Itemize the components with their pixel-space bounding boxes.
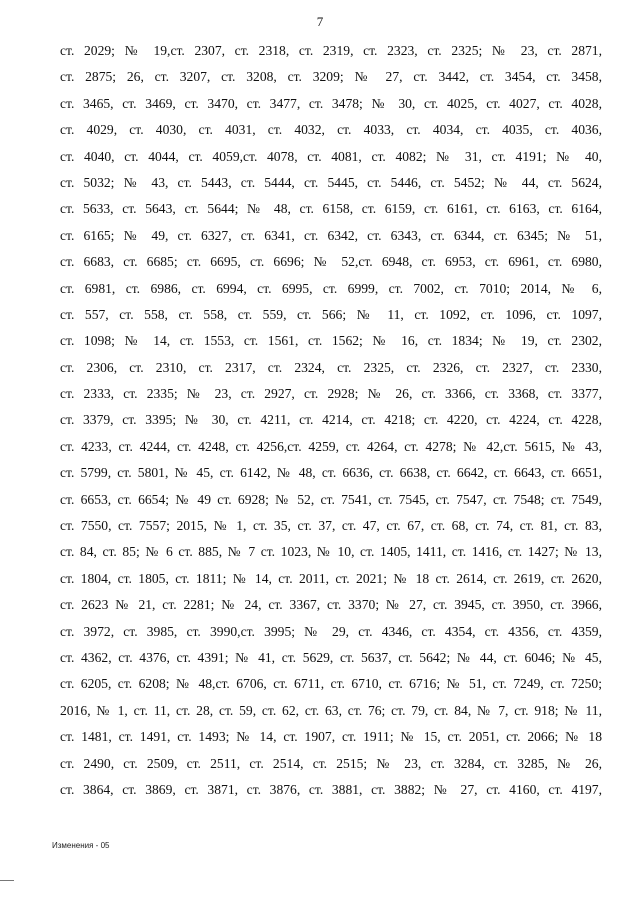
text-line: ст. 84, ст. 85; № 6 ст. 885, № 7 ст. 1023, № 10, ст. 1405, 1411, ст. 1416, ст. 1427; № 13,: [60, 544, 602, 560]
text-line: ст. 4233, ст. 4244, ст. 4248, ст. 4256,ст. 4259, ст. 4264, ст. 4278; № 42,ст. 5615, № 43,: [60, 438, 602, 454]
text-line: ст. 5633, ст. 5643, ст. 5644; № 48, ст. 6158, ст. 6159, ст. 6161, ст. 6163, ст. 6164,: [60, 201, 602, 217]
text-line: ст. 4029, ст. 4030, ст. 4031, ст. 4032, ст. 4033, ст. 4034, ст. 4035, ст. 4036,: [60, 122, 602, 138]
page-number: 7: [316, 14, 324, 29]
text-line: ст. 1804, ст. 1805, ст. 1811; № 14, ст. 2011, ст. 2021; № 18 ст. 2614, ст. 2619, ст. 2620,: [60, 570, 602, 586]
text-line: ст. 2333, ст. 2335; № 23, ст. 2927, ст. 2928; № 26, ст. 3366, ст. 3368, ст. 3377,: [60, 386, 602, 402]
text-line: ст. 1481, ст. 1491, ст. 1493; № 14, ст. 1907, ст. 1911; № 15, ст. 2051, ст. 2066; № 18: [60, 729, 602, 745]
text-line: ст. 2306, ст. 2310, ст. 2317, ст. 2324, ст. 2325, ст. 2326, ст. 2327, ст. 2330,: [60, 359, 602, 375]
text-line: ст. 2490, ст. 2509, ст. 2511, ст. 2514, ст. 2515; № 23, ст. 3284, ст. 3285, № 26,: [60, 755, 602, 771]
revision-footer: Изменения - 05: [52, 841, 110, 850]
text-line: ст. 5799, ст. 5801, № 45, ст. 6142, № 48, ст. 6636, ст. 6638, ст. 6642, ст. 6643, ст. 6651,: [60, 465, 602, 481]
scan-edge-mark: [0, 880, 14, 881]
text-line: ст. 3379, ст. 3395; № 30, ст. 4211, ст. 4214, ст. 4218; ст. 4220, ст. 4224, ст. 4228,: [60, 412, 602, 428]
text-line: ст. 6683, ст. 6685; ст. 6695, ст. 6696; № 52,ст. 6948, ст. 6953, ст. 6961, ст. 6980,: [60, 254, 602, 270]
text-line: ст. 2623 № 21, ст. 2281; № 24, ст. 3367, ст. 3370; № 27, ст. 3945, ст. 3950, ст. 3966,: [60, 597, 602, 613]
text-line: ст. 1098; № 14, ст. 1553, ст. 1561, ст. 1562; № 16, ст. 1834; № 19, ст. 2302,: [60, 333, 602, 349]
text-line: ст. 2029; № 19,ст. 2307, ст. 2318, ст. 2319, ст. 2323, ст. 2325; № 23, ст. 2871,: [60, 43, 602, 58]
text-line: ст. 6205, ст. 6208; № 48,ст. 6706, ст. 6711, ст. 6710, ст. 6716; № 51, ст. 7249, ст. 7250;: [60, 676, 602, 692]
text-line: ст. 5032; № 43, ст. 5443, ст. 5444, ст. 5445, ст. 5446, ст. 5452; № 44, ст. 5624,: [60, 174, 602, 190]
text-line: ст. 6981, ст. 6986, ст. 6994, ст. 6995, ст. 6999, ст. 7002, ст. 7010; 2014, № 6,: [60, 280, 602, 296]
text-line: ст. 3465, ст. 3469, ст. 3470, ст. 3477, ст. 3478; № 30, ст. 4025, ст. 4027, ст. 4028,: [60, 95, 602, 111]
text-line: 2016, № 1, ст. 11, ст. 28, ст. 59, ст. 62, ст. 63, ст. 76; ст. 79, ст. 84, № 7, ст. 918; № 11,: [60, 702, 602, 718]
text-line: ст. 3864, ст. 3869, ст. 3871, ст. 3876, ст. 3881, ст. 3882; № 27, ст. 4160, ст. 4197,: [60, 781, 602, 797]
text-line: ст. 6653, ст. 6654; № 49 ст. 6928; № 52, ст. 7541, ст. 7545, ст. 7547, ст. 7548; ст. 7549,: [60, 491, 602, 507]
text-line: ст. 2875; 26, ст. 3207, ст. 3208, ст. 3209; № 27, ст. 3442, ст. 3454, ст. 3458,: [60, 69, 602, 85]
text-line: ст. 4362, ст. 4376, ст. 4391; № 41, ст. 5629, ст. 5637, ст. 5642; № 44, ст. 6046; № 45,: [60, 649, 602, 665]
text-line: ст. 3972, ст. 3985, ст. 3990,ст. 3995; № 29, ст. 4346, ст. 4354, ст. 4356, ст. 4359,: [60, 623, 602, 639]
text-line: ст. 557, ст. 558, ст. 558, ст. 559, ст. 566; № 11, ст. 1092, ст. 1096, ст. 1097,: [60, 306, 602, 322]
text-line: ст. 7550, ст. 7557; 2015, № 1, ст. 35, ст. 37, ст. 47, ст. 67, ст. 68, ст. 74, ст. 81, ст. 83,: [60, 518, 602, 534]
citation-paragraph: [60, 38, 602, 803]
text-line: ст. 4040, ст. 4044, ст. 4059,ст. 4078, ст. 4081, ст. 4082; № 31, ст. 4191; № 40,: [60, 148, 602, 164]
text-line: ст. 6165; № 49, ст. 6327, ст. 6341, ст. 6342, ст. 6343, ст. 6344, ст. 6345; № 51,: [60, 227, 602, 243]
